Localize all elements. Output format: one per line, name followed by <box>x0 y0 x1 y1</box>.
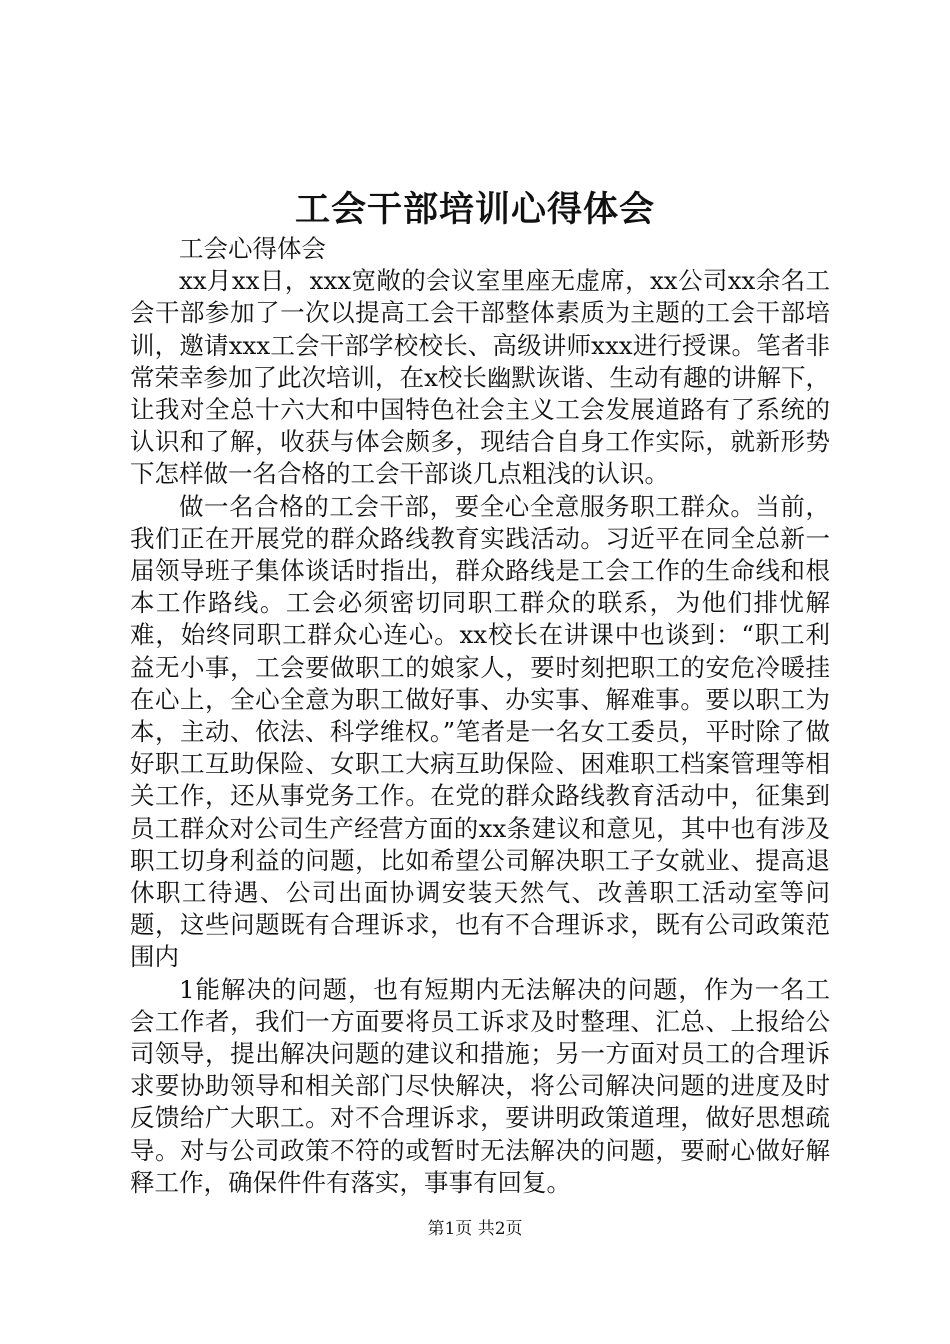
paragraph-3: 1能解决的问题，也有短期内无法解决的问题，作为一名工会工作者，我们一方面要将员工诉求及时整理、汇总、上报给公司领导，提出解决问题的建议和措施；另一方面对员工的合理诉求要协助领导和相关部门尽快解决，将公司解决问题的进度及时反馈给广大职工。对不合理诉求，要讲明政策道理，做好思想疏导。对与公司政策不符的或暂时无法解决的问题，要耐心做好解释工作，确保件件有落实，事事有回复。 <box>130 974 830 1197</box>
document-body <box>130 233 830 1199</box>
page-footer: 第1页 共2页 <box>427 1219 523 1239</box>
document-subtitle: 工会心得体会 <box>179 234 326 263</box>
paragraph-2: 做一名合格的工会干部，要全心全意服务职工群众。当前，我们正在开展党的群众路线教育实践活动。习近平在同全总新一届领导班子集体谈话时指出，群众路线是工会工作的生命线和根本工作路线。工会必须密切同职工群众的联系，为他们排忧解难，始终同职工群众心连心。xx校长在讲课中也谈到：“职工利益无小事，工会要做职工的娘家人，要时刻把职工的安危冷暖挂在心上，全心全意为职工做好事、办实事、解难事。要以职工为本，主动、依法、科学维权。”笔者是一名女工委员，平时除了做好职工互助保险、女职工大病互助保险、困难职工档案管理等相关工作，还从事党务工作。在党的群众路线教育活动中，征集到员工群众对公司生产经营方面的xx条建议和意见，其中也有涉及职工切身利益的问题，比如希望公司解决职工子女就业、提高退休职工待遇、公司出面协调安装天然气、改善职工活动室等问题，这些问题既有合理诉求，也有不合理诉求，既有公司政策范围内 <box>130 491 830 972</box>
document-title: 工会干部培训心得体会 <box>294 189 655 230</box>
paragraph-1: xx月xx日，xxx宽敞的会议室里座无虚席，xx公司xx余名工会干部参加了一次以提高工会干部整体素质为主题的工会干部培训，邀请xxx工会干部学校校长、高级讲师xxx进行授课。笔者非常荣幸参加了此次培训，在x校长幽默诙谐、生动有趣的讲解下，让我对全总十六大和中国特色社会主义工会发展道路有了系统的认识和了解，收获与体会颇多，现结合自身工作实际，就新形势下怎样做一名合格的工会干部谈几点粗浅的认识。 <box>130 266 830 489</box>
